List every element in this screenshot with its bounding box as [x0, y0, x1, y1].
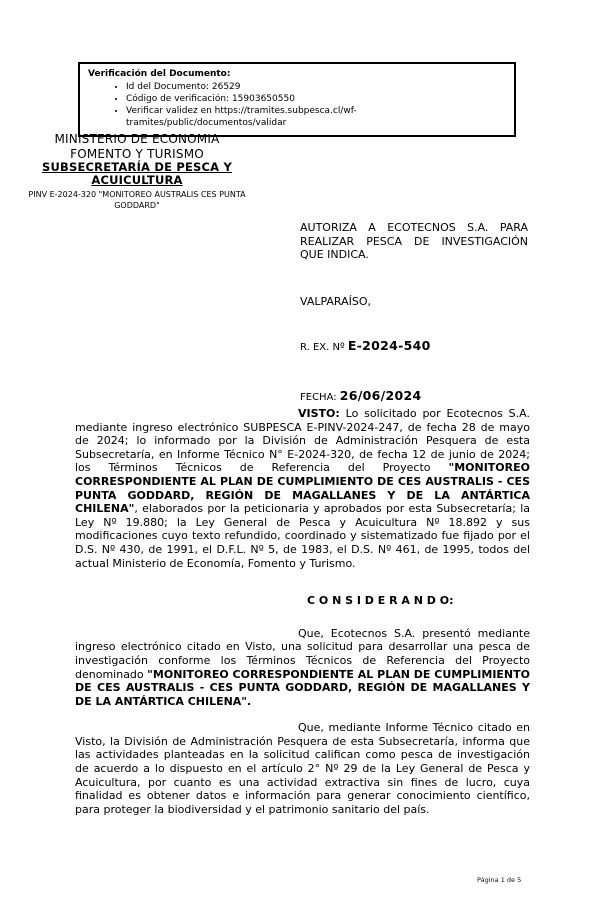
visto-paragraph	[75, 407, 530, 570]
resolution-number-label: R. EX. Nº	[300, 341, 348, 353]
resolution-date-value: 26/06/2024	[339, 387, 422, 403]
considerando-1-project-name: "MONITOREO CORRESPONDIENTE AL PLAN DE CUMPLIMIENTO DE CES AUSTRALIS - CES PUNTA GODDARD, REGIÓN DE MAGALLANES Y DE LA ANTÁRTICA CHILENA".	[75, 667, 530, 708]
considerando-heading: C O N S I D E R A N D O:	[307, 594, 454, 608]
considerando-paragraph-2: Que, mediante Informe Técnico citado en Visto, la División de Administración Pesquera de esta Subsecretaría, informa que las actividades planteadas en la solicitud califican como pesca de investigación de acuerdo a lo dispuesto en el artículo 2° Nº 29 de la Ley General de Pesca y Acuicultura, por cuanto es una actividad extractiva sin fines de lucro, cuya finalidad es obtener datos e información para generar conocimiento científico, para proteger la biodiversidad y el patrimonio sanitario del país.	[75, 721, 530, 816]
visto-label: VISTO:	[298, 407, 340, 420]
ministry-name-line2: FOMENTO Y TURISMO	[70, 146, 204, 161]
verification-box	[78, 62, 516, 137]
letterhead	[28, 132, 246, 211]
project-reference: PINV E-2024-320 "MONITOREO AUSTRALIS CES PUNTA GODDARD"	[28, 190, 246, 210]
resolution-number-value: E-2024-540	[347, 337, 431, 353]
resolution-number	[300, 335, 528, 354]
verification-list	[88, 81, 508, 129]
verification-item-document-id: • Id del Documento: 26529	[126, 81, 508, 93]
visto-text-2: , elaborados por la peticionaria y aprobados por esta Subsecretaría; la Ley Nº 19.880; la Ley General de Pesca y Acuicultura Nº 18.892 y sus modificaciones cuyo texto refundido, coordinado y sistematizado fue fijado por el D.S. Nº 430, de 1991, el D.F.L. Nº 5, de 1983, el D.S. Nº 461, de 1995, todos del actual Ministerio de Economía, Fomento y Turismo.	[75, 502, 530, 570]
page-number: Página 1 de 5	[477, 876, 522, 884]
visto-project-name: "MONITOREO CORRESPONDIENTE AL PLAN DE CUMPLIMIENTO DE CES AUSTRALIS - CES PUNTA GODDARD, REGIÓN DE MAGALLANES Y DE LA ANTÁRTICA CHILENA"	[75, 461, 530, 516]
resolution-date	[300, 385, 528, 404]
considerando-1-text: Que, Ecotecnos S.A. presentó mediante ingreso electrónico citado en Visto, una solicitud para desarrollar una pesca de investigación conforme los Términos Técnicos de Referencia del Proyecto denominado	[75, 626, 530, 681]
resolution-city: VALPARAÍSO,	[300, 294, 372, 308]
document-body	[75, 407, 530, 816]
verification-item-code: • Código de verificación: 15903650550	[126, 93, 508, 105]
subsecretaria-name-line2: ACUICULTURA	[91, 173, 183, 187]
resolution-header	[300, 221, 528, 404]
resolution-title: AUTORIZA A ECOTECNOS S.A. PARA REALIZAR PESCA DE INVESTIGACIÓN QUE INDICA.	[300, 221, 528, 261]
resolution-date-label: FECHA:	[300, 391, 340, 403]
verification-title: Verificación del Documento:	[88, 69, 231, 79]
considerando-paragraph-1	[75, 627, 530, 709]
visto-text-1: Lo solicitado por Ecotecnos S.A. mediante ingreso electrónico SUBPESCA E-PINV-2024-247, de fecha 28 de mayo de 2024; lo informado por la División de Administración Pesquera de esta Subsecretaría, en Informe Técnico N° E-2024-320, de fecha 12 de junio de 2024; los Términos Técnicos de Referencia del Proyecto	[75, 407, 530, 475]
ministry-name-line1: MINISTERIO DE ECONOMIA	[54, 132, 220, 146]
verification-item-url: • Verificar validez en https://tramites.subpesca.cl/wf-tramites/public/documentos/validar	[126, 105, 508, 129]
subsecretaria-name-line1: SUBSECRETARÍA DE PESCA Y	[41, 160, 232, 174]
